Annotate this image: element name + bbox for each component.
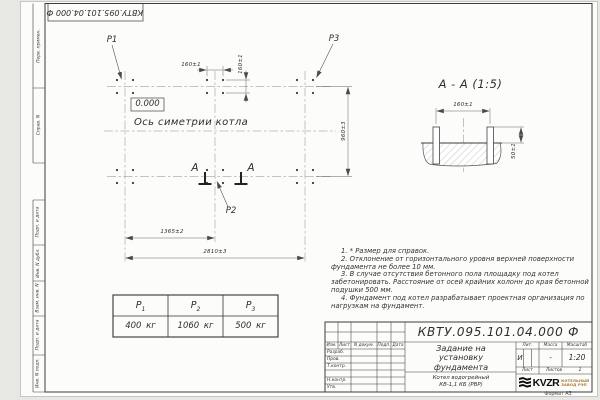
section-view [421, 108, 524, 172]
document-title-line-3: фундамента [433, 361, 489, 372]
sheet-label: Лист [522, 368, 533, 373]
change-col-izm: Изм. [326, 343, 337, 348]
role-nkontr: Н.контр. [327, 378, 347, 383]
load-table-value-p3: 500 кг [235, 321, 266, 331]
left-strip-label-perv-primen: Перв. примен. [36, 29, 42, 63]
scale-value: 1:20 [568, 353, 586, 362]
elevation-label: 0.000 [135, 99, 160, 109]
load-table-header-p1: $P_1$ [135, 300, 146, 313]
company-subtitle-line-1: КОТЕЛЬНЫЙ [561, 378, 590, 383]
product-name [406, 375, 516, 388]
role-tkontr: Т.контр. [327, 364, 347, 369]
left-strip-label-inv-n-podl: Инв. N подл. [35, 358, 41, 388]
left-strip-label-inv-n-dubl: Инв. N дубл. [36, 248, 41, 278]
kvzr-logo-icon [519, 377, 531, 389]
document-title-line-2: установку [438, 352, 484, 363]
company-subtitle [561, 379, 589, 387]
dim-160-horizontal: 160±1 [181, 62, 201, 68]
scale-header: Масштаб [566, 343, 588, 348]
change-col-date: Дата [392, 343, 404, 348]
left-strip-label-podp-i-data-1: Подп. и дата [35, 206, 41, 238]
load-table-header-p2: $P_2$ [190, 300, 201, 313]
document-title [406, 344, 516, 372]
lit-value: И [517, 354, 523, 362]
mass-header: Масса [543, 343, 558, 348]
note-3: 3. В случае отсутствия бетонного пола площадку под котел забетонировать. Расстояние от осей крайних колонн до края бетонной подушки 500 мм. [331, 270, 589, 294]
section-letter-left: А [191, 162, 199, 174]
change-col-sign: Подп. [377, 343, 391, 348]
load-table-header-p3: $P_3$ [245, 300, 256, 313]
section-title: А - А (1:5) [438, 77, 503, 91]
load-point-p3-label: P3 [328, 34, 340, 44]
title-block-designation: КВТУ.095.101.04.000 Ф [417, 325, 580, 339]
dim-960: 960±3 [341, 121, 347, 141]
lit-header: Лит. [522, 343, 533, 348]
change-col-list: Лист [339, 343, 350, 348]
dim-160-vertical: 160±1 [238, 54, 244, 74]
load-table-value-p2: 1060 кг [177, 321, 214, 331]
kvzr-logo [517, 375, 591, 392]
left-strip-label-sprav-n: Справ. N [36, 114, 42, 136]
dim-2810: 2810±3 [203, 249, 227, 255]
note-2: 2. Отклонение от горизонтального уровня верхней поверхности фундамента не более 10 мм. [331, 254, 575, 271]
sheets-label: Листов [545, 368, 563, 373]
load-point-p2-label: P2 [225, 206, 237, 216]
note-4: 4. Фундамент под котел разрабатывает проектная организация по нагрузкам на фундамент. [331, 293, 585, 310]
note-1: 1. * Размер для справок. [341, 247, 430, 255]
symmetry-axis-label: Ось симетрии котла [134, 117, 249, 128]
load-table-value-p1: 400 кг [125, 321, 156, 331]
section-letter-right: А [247, 162, 255, 174]
format-label: Формат А3 [544, 391, 572, 397]
company-name: KVZR [532, 377, 560, 389]
sheets-value: 1 [578, 368, 582, 373]
company-subtitle-line-2: ЗАВОД РЭП [561, 383, 587, 387]
left-strip-label-podp-i-data-2: Подп. и дата [35, 319, 41, 351]
dim-1365: 1365±2 [160, 229, 184, 235]
role-prov: Пров. [327, 357, 340, 362]
mass-value: - [549, 354, 552, 362]
notes-block [331, 248, 589, 310]
document-title-line-1: Задание на [436, 343, 486, 353]
role-razrab: Разраб. [327, 350, 345, 355]
change-col-doc: N докум. [354, 343, 374, 348]
load-point-p1-label: P1 [106, 35, 118, 45]
product-name-line-1: Котел водогрейный [432, 375, 490, 381]
product-name-line-2: КВ-1,1 КБ (РВР) [439, 381, 483, 388]
section-dim-50: 50±1 [511, 143, 517, 159]
top-designation-label: КВТУ.095.101.04.000 Ф [46, 8, 143, 17]
left-strip-label-vzam-inv-n: Взам. инв. N [35, 283, 41, 313]
section-dim-160: 160±1 [453, 102, 473, 108]
role-utv: Утв. [327, 385, 337, 390]
